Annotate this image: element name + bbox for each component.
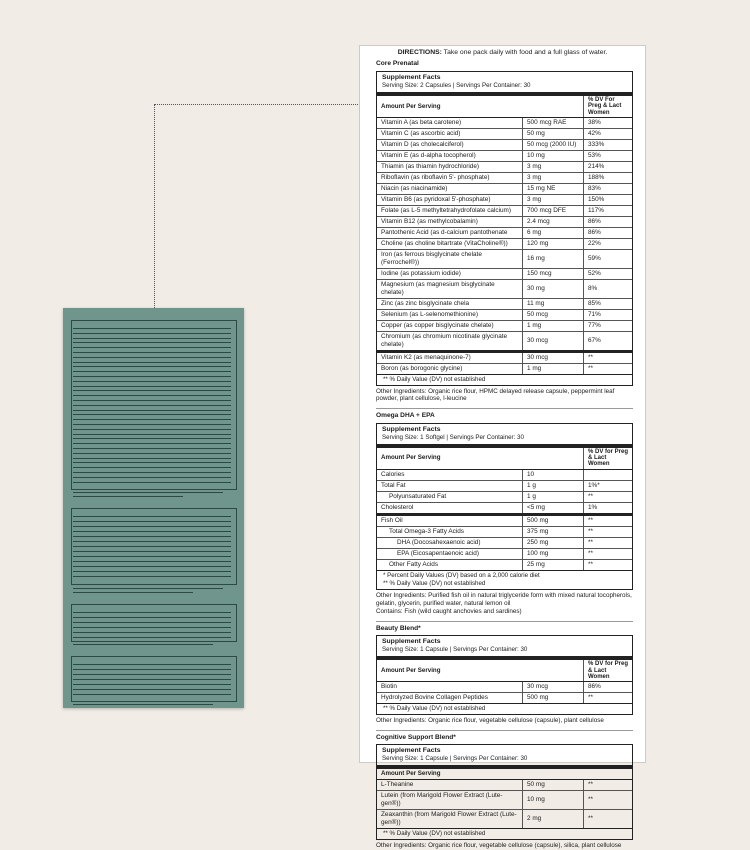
- nutrient-dv: 333%: [584, 139, 633, 150]
- nutrient-row: [377, 216, 632, 227]
- nutrient-row: [377, 363, 632, 374]
- nutrient-row: [377, 205, 632, 216]
- thumbnail-line: [73, 592, 193, 593]
- nutrient-amount: 1 mg: [523, 363, 584, 374]
- nutrient-row: [377, 279, 632, 298]
- col-amount: Amount Per Serving: [377, 660, 584, 681]
- nutrient-name: Calories: [381, 470, 405, 478]
- nutrient-row: [377, 331, 632, 351]
- col-dv: % DV for Preg & Lact Women: [584, 448, 633, 469]
- thumbnail-line: [73, 434, 231, 435]
- nutrient-row: [377, 161, 632, 172]
- nutrient-dv: **: [584, 491, 633, 502]
- dv-note: * Percent Daily Values (DV) based on a 2,000 calorie diet: [377, 570, 632, 581]
- nutrient-amount: 10 mg: [523, 150, 584, 161]
- facts-box-omega: [376, 423, 633, 591]
- thumbnail-line: [73, 526, 231, 527]
- nutrient-row: [377, 249, 632, 268]
- thumbnail-line: [73, 679, 231, 680]
- nutrient-dv: **: [584, 809, 633, 828]
- nutrient-name: Polyunsaturated Fat: [377, 491, 523, 502]
- nutrient-amount: 1 g: [523, 491, 584, 502]
- nutrient-dv: 22%: [584, 238, 633, 249]
- facts-box-beauty: [376, 635, 633, 715]
- thumbnail-line: [73, 448, 231, 449]
- nutrient-amount: 375 mg: [523, 526, 584, 537]
- thumbnail-line: [73, 462, 231, 463]
- other-ingredients: Other Ingredients: Organic rice flour, vegetable cellulose (capsule), silica, plant cellulose: [376, 841, 622, 849]
- nutrient-amount: 30 mcg: [523, 682, 584, 693]
- nutrient-name: Zeaxanthin (from Marigold Flower Extract (Lute-gen®)): [377, 809, 523, 828]
- thumbnail-line: [73, 622, 231, 623]
- facts-table: [377, 448, 632, 570]
- nutrient-amount: <5 mg: [523, 502, 584, 514]
- nutrient-dv: **: [584, 526, 633, 537]
- nutrient-name: Cholesterol: [377, 502, 523, 514]
- thumbnail-line: [73, 405, 231, 406]
- nutrient-dv: **: [584, 351, 633, 363]
- nutrient-row: [377, 320, 632, 331]
- nutrient-dv: **: [584, 779, 633, 790]
- nutrient-name: Choline (as choline bitartrate (VitaCholine®)): [377, 238, 523, 249]
- nutrient-amount: 30 mg: [523, 279, 584, 298]
- thumbnail-line: [73, 390, 231, 391]
- nutrient-dv: **: [584, 559, 633, 570]
- facts-title: Supplement Facts: [382, 425, 441, 433]
- nutrient-row: [377, 537, 632, 548]
- thumbnail-line: [73, 458, 231, 459]
- thumbnail-line: [73, 571, 231, 572]
- thumbnail-line: [73, 694, 231, 695]
- nutrient-dv: 86%: [584, 227, 633, 238]
- thumbnail-line: [73, 664, 231, 665]
- facts-title: Supplement Facts: [382, 637, 441, 645]
- nutrient-dv: 85%: [584, 298, 633, 309]
- nutrient-dv: **: [584, 514, 633, 526]
- nutrient-amount: 30 mcg: [523, 331, 584, 351]
- facts-box-cognitive: [376, 744, 633, 840]
- dv-note: ** % Daily Value (DV) not established: [377, 374, 632, 385]
- facts-title: Supplement Facts: [382, 73, 441, 81]
- thumbnail-line: [73, 684, 231, 685]
- facts-title: Supplement Facts: [382, 746, 441, 754]
- nutrient-amount: 2 mg: [523, 809, 584, 828]
- nutrient-name: Fish Oil: [377, 514, 523, 526]
- nutrient-name: Zinc (as zinc bisglycinate chela: [377, 298, 523, 309]
- nutrient-dv: 71%: [584, 309, 633, 320]
- nutrient-name: Vitamin E (as d-alpha tocopherol): [377, 150, 523, 161]
- nutrient-name: Vitamin K2 (as menaquinone-7): [377, 351, 523, 363]
- nutrient-amount: 3 mg: [523, 172, 584, 183]
- supplement-facts-panel: [359, 45, 646, 849]
- col-amount: Amount Per Serving: [377, 96, 584, 117]
- nutrient-row: [377, 502, 632, 514]
- nutrient-row: [377, 526, 632, 537]
- thumbnail-line: [73, 438, 231, 439]
- nutrient-amount: 50 mcg: [523, 309, 584, 320]
- nutrient-amount: 1 mg: [523, 320, 584, 331]
- nutrient-name: Vitamin A (as beta carotene): [381, 118, 462, 126]
- thumbnail-line: [73, 496, 183, 497]
- facts-box-core: [376, 71, 633, 386]
- nutrient-row: [377, 227, 632, 238]
- nutrient-dv: 59%: [584, 249, 633, 268]
- nutrient-row: [377, 298, 632, 309]
- dv-note: ** % Daily Value (DV) not established: [383, 580, 486, 588]
- nutrient-amount: 15 mg NE: [523, 183, 584, 194]
- nutrient-amount: 50 mcg (2000 IU): [523, 139, 584, 150]
- nutrient-name: L-Theanine: [381, 780, 414, 788]
- thumbnail-line: [73, 472, 231, 473]
- nutrient-name: Niacin (as niacinamide): [377, 183, 523, 194]
- thumbnail-line: [73, 419, 231, 420]
- thumbnail-line: [73, 381, 231, 382]
- nutrient-dv: 86%: [584, 682, 633, 693]
- nutrient-row: [377, 238, 632, 249]
- thumbnail-line: [73, 674, 231, 675]
- thumbnail-line: [73, 516, 231, 517]
- nutrient-dv: **: [584, 693, 633, 704]
- nutrient-name: Lutein (from Marigold Flower Extract (Lute-gen®)): [377, 790, 523, 809]
- nutrient-name: Chromium (as chromium nicotinate glycinate chelate): [377, 331, 523, 351]
- nutrient-row: [377, 559, 632, 570]
- nutrient-row: [377, 491, 632, 502]
- thumbnail-line: [73, 644, 213, 645]
- nutrient-dv: **: [584, 363, 633, 374]
- nutrient-amount: 120 mg: [523, 238, 584, 249]
- section-title-omega: Omega DHA + EPA: [376, 412, 435, 420]
- nutrient-name: EPA (Eicosapentaenoic acid): [377, 548, 523, 559]
- nutrient-row: [377, 194, 632, 205]
- facts-table: [377, 660, 632, 703]
- thumbnail-line: [73, 414, 231, 415]
- nutrient-dv: 67%: [584, 331, 633, 351]
- nutrient-amount: 10 mg: [523, 790, 584, 809]
- nutrient-name: Copper (as copper bisglycinate chelate): [377, 320, 523, 331]
- thumbnail-line: [73, 669, 231, 670]
- other-ingredients: Other Ingredients: Purified fish oil in natural triglyceride form with mixed natural tocopherols, gelatin, glycerin, purified water, natural lemon oil: [376, 592, 632, 608]
- nutrient-amount: 500 mcg RAE: [523, 117, 584, 128]
- thumbnail-line: [73, 546, 231, 547]
- nutrient-amount: 700 mcg DFE: [523, 205, 584, 216]
- nutrient-row: [377, 139, 632, 150]
- thumbnail-line: [73, 612, 231, 613]
- thumbnail-line: [73, 342, 231, 343]
- section-title-core: Core Prenatal: [376, 60, 419, 68]
- nutrient-amount: 50 mg: [523, 128, 584, 139]
- nutrient-row: [377, 480, 632, 491]
- nutrient-amount: 16 mg: [523, 249, 584, 268]
- thumbnail-line: [73, 371, 231, 372]
- nutrient-row: [377, 809, 632, 828]
- nutrient-row: [377, 790, 632, 809]
- nutrient-dv: 1%*: [584, 480, 633, 491]
- nutrient-amount: 3 mg: [523, 161, 584, 172]
- thumbnail-line: [73, 386, 231, 387]
- col-amount: Amount Per Serving: [377, 448, 584, 469]
- col-amount: Amount Per Serving: [377, 769, 632, 779]
- nutrient-name: Hydrolyzed Bovine Collagen Peptides: [377, 693, 523, 704]
- nutrient-amount: 250 mg: [523, 537, 584, 548]
- thumbnail-line: [73, 333, 231, 334]
- nutrient-row: [377, 469, 632, 480]
- thumbnail-line: [73, 531, 231, 532]
- nutrient-name: DHA (Docosahexaenoic acid): [377, 537, 523, 548]
- nutrient-dv: 117%: [584, 205, 633, 216]
- facts-table: [377, 769, 632, 828]
- nutrient-name: Iron (as ferrous bisglycinate chelate (Ferrochel®)): [377, 249, 523, 268]
- nutrient-name: Vitamin C (as ascorbic acid): [377, 128, 523, 139]
- thumbnail-line: [73, 453, 231, 454]
- nutrient-amount: 11 mg: [523, 298, 584, 309]
- serving-info: Serving Size: 1 Capsule | Servings Per Container: 30: [382, 755, 528, 763]
- nutrient-amount: 10: [523, 469, 584, 480]
- nutrient-amount: 1 g: [523, 480, 584, 491]
- thumbnail-line: [73, 467, 231, 468]
- nutrient-name: Boron (as borogonic glycine): [377, 363, 523, 374]
- serving-info: Serving Size: 2 Capsules | Servings Per Container: 30: [382, 82, 531, 90]
- nutrient-name: Thiamin (as thiamin hydrochloride): [377, 161, 523, 172]
- thumbnail-line: [73, 410, 231, 411]
- thumbnail-line: [73, 395, 231, 396]
- nutrient-name: Pantothenic Acid (as d-calcium pantothenate: [377, 227, 523, 238]
- thumbnail-line: [73, 561, 231, 562]
- nutrient-name: Folate (as L-5 methyltetrahydrofolate calcium): [377, 205, 523, 216]
- nutrient-name: Iodine (as potassium iodide): [377, 268, 523, 279]
- nutrient-dv: 188%: [584, 172, 633, 183]
- nutrient-row: [377, 548, 632, 559]
- nutrient-amount: 100 mg: [523, 548, 584, 559]
- thumbnail-line: [73, 352, 231, 353]
- thumbnail-line: [73, 551, 231, 552]
- leader-line: [154, 104, 358, 105]
- nutrient-name: Other Fatty Acids: [377, 559, 523, 570]
- thumbnail-line: [73, 566, 231, 567]
- serving-info: Serving Size: 1 Capsule | Servings Per Container: 30: [382, 646, 528, 654]
- thumbnail-line: [73, 376, 231, 377]
- nutrient-name: Vitamin D (as cholecalciferol): [377, 139, 523, 150]
- section-title-cognitive: Cognitive Support Blend*: [376, 733, 456, 741]
- nutrient-amount: 50 mg: [523, 779, 584, 790]
- thumbnail-line: [73, 556, 231, 557]
- section-title-beauty: Beauty Blend*: [376, 624, 421, 632]
- thumbnail-line: [73, 492, 223, 493]
- nutrient-row: [377, 682, 632, 693]
- thumbnail-line: [73, 521, 231, 522]
- nutrient-row: [377, 183, 632, 194]
- nutrient-dv: 1%: [584, 502, 633, 514]
- thumbnail-line: [73, 637, 231, 638]
- serving-info: Serving Size: 1 Softgel | Servings Per Container: 30: [382, 434, 524, 442]
- directions: DIRECTIONS: Take one pack daily with food and a full glass of water.: [397, 49, 608, 56]
- col-dv: % DV for Preg & Lact Women: [584, 660, 633, 681]
- nutrient-dv: 42%: [584, 128, 633, 139]
- thumbnail-line: [73, 328, 231, 329]
- thumbnail-line: [73, 429, 231, 430]
- nutrient-dv: 38%: [584, 117, 633, 128]
- thumbnail-line: [73, 588, 223, 589]
- dv-note: ** % Daily Value (DV) not established: [377, 703, 632, 714]
- nutrient-name: Total Omega-3 Fatty Acids: [377, 526, 523, 537]
- nutrient-dv: 77%: [584, 320, 633, 331]
- nutrient-amount: 500 mg: [523, 514, 584, 526]
- dv-note: ** % Daily Value (DV) not established: [377, 828, 632, 839]
- thumbnail-line: [73, 362, 231, 363]
- nutrient-dv: **: [584, 537, 633, 548]
- nutrient-dv: 214%: [584, 161, 633, 172]
- thumbnail-line: [73, 366, 231, 367]
- nutrient-row: [377, 309, 632, 320]
- nutrient-dv: **: [584, 548, 633, 559]
- thumbnail-line: [73, 347, 231, 348]
- nutrient-amount: 2.4 mcg: [523, 216, 584, 227]
- nutrient-amount: 6 mg: [523, 227, 584, 238]
- nutrient-name: Magnesium (as magnesium bisglycinate chelate): [377, 279, 523, 298]
- nutrient-amount: 25 mg: [523, 559, 584, 570]
- nutrient-dv: 86%: [584, 216, 633, 227]
- nutrient-row: [377, 514, 632, 526]
- nutrient-dv: 83%: [584, 183, 633, 194]
- nutrient-name: Selenium (as L-selenomethionine): [377, 309, 523, 320]
- nutrient-amount: 30 mcg: [523, 351, 584, 363]
- contains-allergens: Contains: Fish (wild caught anchovies and sardines): [376, 607, 522, 615]
- facts-table: [377, 96, 632, 374]
- thumbnail-line: [73, 576, 231, 577]
- nutrient-dv: **: [584, 790, 633, 809]
- thumbnail-line: [73, 424, 231, 425]
- nutrient-row: [377, 172, 632, 183]
- nutrient-row: [377, 128, 632, 139]
- thumbnail-line: [73, 689, 231, 690]
- thumbnail-line: [73, 536, 231, 537]
- nutrient-row: [377, 150, 632, 161]
- thumbnail-line: [73, 443, 231, 444]
- nutrient-amount: 3 mg: [523, 194, 584, 205]
- nutrient-row: [377, 268, 632, 279]
- nutrient-row: [377, 351, 632, 363]
- nutrient-dv: 53%: [584, 150, 633, 161]
- label-thumbnail: [63, 308, 244, 708]
- thumbnail-line: [73, 617, 231, 618]
- nutrient-amount: 500 mg: [523, 693, 584, 704]
- thumbnail-line: [73, 477, 231, 478]
- nutrient-dv: 52%: [584, 268, 633, 279]
- nutrient-name: Biotin: [381, 683, 397, 691]
- nutrient-name: Total Fat: [377, 480, 523, 491]
- thumbnail-line: [73, 400, 231, 401]
- nutrient-row: [377, 693, 632, 704]
- nutrient-name: Vitamin B12 (as methylcobalamin): [377, 216, 523, 227]
- nutrient-row: [377, 117, 632, 128]
- nutrient-name: Vitamin B6 (as pyridoxal 5'-phosphate): [377, 194, 523, 205]
- leader-line: [154, 104, 155, 308]
- nutrient-amount: 150 mcg: [523, 268, 584, 279]
- nutrient-dv: 8%: [584, 279, 633, 298]
- nutrient-name: Riboflavin (as riboflavin 5'- phosphate): [377, 172, 523, 183]
- thumbnail-line: [73, 704, 213, 705]
- thumbnail-line: [73, 482, 231, 483]
- thumbnail-line: [73, 541, 231, 542]
- nutrient-dv: [584, 469, 633, 480]
- thumbnail-line: [73, 357, 231, 358]
- col-dv: % DV For Preg & Lact Women: [584, 96, 633, 117]
- thumbnail-line: [73, 338, 231, 339]
- other-ingredients: Other Ingredients: Organic rice flour, vegetable cellulose (capsule), plant cellulose: [376, 716, 604, 724]
- thumbnail-line: [73, 627, 231, 628]
- nutrient-dv: 150%: [584, 194, 633, 205]
- other-ingredients: Other Ingredients: Organic rice flour, HPMC delayed release capsule, peppermint leaf powder, plant cellulose, l-leucine: [376, 387, 615, 403]
- nutrient-row: [377, 779, 632, 790]
- thumbnail-line: [73, 632, 231, 633]
